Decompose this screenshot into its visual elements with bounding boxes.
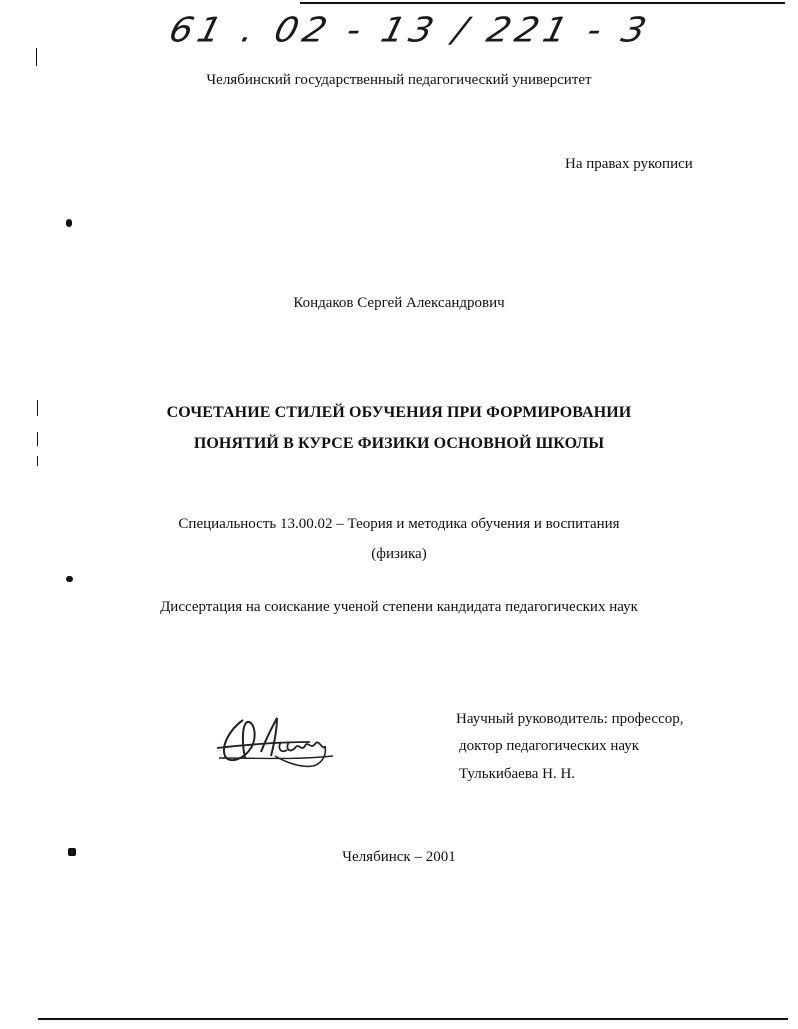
university-name: Челябинский государственный педагогический университет xyxy=(206,72,592,88)
margin-dot xyxy=(66,219,72,227)
supervisor-line-2: доктор педагогических наук xyxy=(459,738,640,754)
margin-tick xyxy=(37,456,38,466)
city-year: Челябинск – 2001 xyxy=(342,849,456,865)
supervisor-name: Тулькибаева Н. Н. xyxy=(459,766,576,782)
dissertation-title-line-1: СОЧЕТАНИЕ СТИЛЕЙ ОБУЧЕНИЯ ПРИ ФОРМИРОВАНИИ xyxy=(166,404,632,421)
specialty-line-1: Специальность 13.00.02 – Теория и методика обучения и воспитания xyxy=(178,516,620,532)
handwritten-code: 61 . 02 - 13 / 221 - 3 xyxy=(165,11,656,50)
author-signature xyxy=(215,712,345,782)
top-border-line xyxy=(300,2,785,4)
margin-dot xyxy=(66,576,73,582)
supervisor-line-1: Научный руководитель: профессор, xyxy=(456,711,684,727)
bottom-border-line xyxy=(38,1018,788,1020)
manuscript-rights: На правах рукописи xyxy=(565,156,693,172)
dissertation-title-line-2: ПОНЯТИЙ В КУРСЕ ФИЗИКИ ОСНОВНОЙ ШКОЛЫ xyxy=(193,435,605,452)
margin-tick xyxy=(36,48,37,66)
author-name: Кондаков Сергей Александрович xyxy=(293,295,505,311)
specialty-line-2: (физика) xyxy=(371,546,427,562)
dissertation-degree: Диссертация на соискание ученой степени кандидата педагогических наук xyxy=(160,599,638,615)
